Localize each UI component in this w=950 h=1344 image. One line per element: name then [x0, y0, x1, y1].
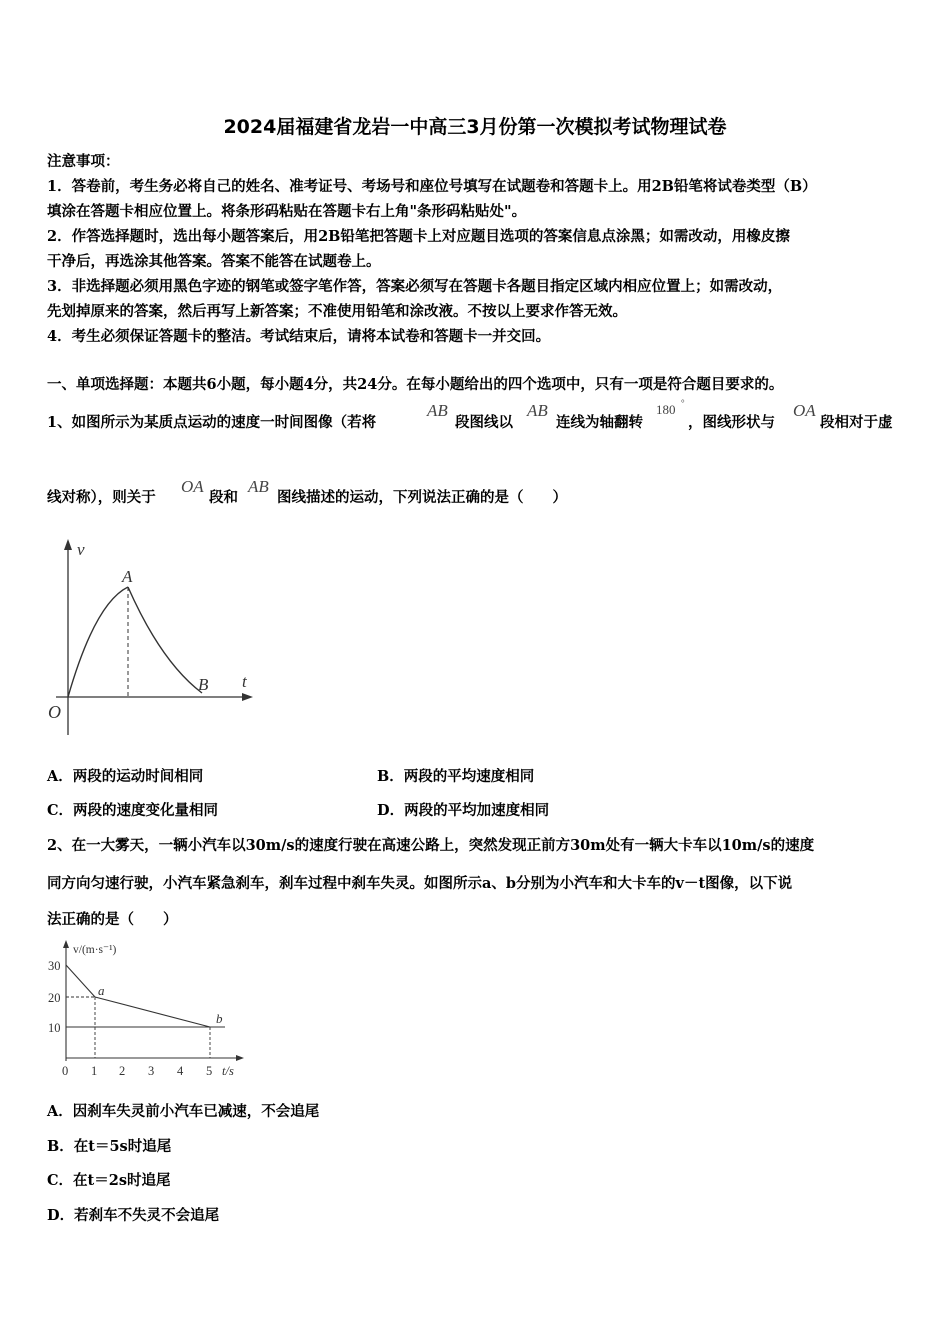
q2-xtick: 5 [206, 1064, 213, 1078]
q1-degree-mark: ° [681, 398, 685, 408]
q1-stem-part: 图线描述的运动，下列说法正确的是（ ） [277, 489, 567, 506]
notice-line: 4．考生必须保证答题卡的整洁。考试结束后，请将本试卷和答题卡一并交回。 [47, 328, 551, 345]
q2-xlabel: t/s [222, 1064, 234, 1078]
q1-t-arrow [242, 693, 253, 701]
q1-math-ab: AB [427, 401, 448, 420]
q2-option-d[interactable]: D．若刹车不失灵不会追尾 [47, 1207, 220, 1224]
q1-stem-part: ，图线形状与 [688, 414, 775, 431]
q1-math-180: 180 [656, 402, 676, 417]
q1-label-o: O [48, 702, 61, 722]
page-title: 2024届福建省龙岩一中高三3月份第一次模拟考试物理试卷 [223, 116, 727, 138]
q2-option-a[interactable]: A．因刹车失灵前小汽车已减速，不会追尾 [47, 1103, 320, 1120]
notice-line: 1．答卷前，考生务必将自己的姓名、准考证号、考场号和座位号填写在试题卷和答题卡上。用2B铅笔将试卷类型（B） [47, 178, 817, 195]
notice-line: 先划掉原来的答案，然后再写上新答案；不准使用铅笔和涂改液。不按以上要求作答无效。 [47, 303, 627, 320]
q1-stem-part: 线对称），则关于 [47, 489, 156, 506]
q2-xtick: 4 [177, 1064, 184, 1078]
q2-ytick: 10 [48, 1021, 61, 1035]
q1-label-a: A [122, 567, 133, 586]
q1-label-v: v [77, 540, 85, 559]
q1-option-d[interactable]: D．两段的平均加速度相同 [377, 802, 550, 819]
q1-math-ab: AB [527, 401, 548, 420]
notice-heading: 注意事项： [47, 153, 120, 170]
q2-xtick: 1 [91, 1064, 98, 1078]
q1-curve-ab [128, 587, 202, 693]
q1-option-b[interactable]: B．两段的平均速度相同 [377, 768, 535, 785]
q1-math-oa: OA [793, 401, 816, 420]
q1-stem-part: 段相对于虚 [820, 414, 893, 431]
q2-stem-line: 法正确的是（ ） [47, 911, 178, 928]
q2-label-b: b [216, 1011, 223, 1026]
q1-stem-part: 连线为轴翻转 [556, 414, 643, 431]
q1-vt-graph [40, 535, 270, 740]
notice-line: 3．非选择题必须用黑色字迹的钢笔或签字笔作答，答案必须写在答题卡各题目指定区域内相应位置上；如需改动， [47, 278, 783, 295]
q2-vt-graph [40, 937, 250, 1082]
q2-series-a-part2 [95, 997, 210, 1027]
notice-line: 2．作答选择题时，选出每小题答案后，用2B铅笔把答题卡上对应题目选项的答案信息点涂黑；如需改动，用橡皮擦 [47, 228, 790, 245]
q2-stem-line: 同方向匀速行驶，小汽车紧急刹车，刹车过程中刹车失灵。如图所示a、b分别为小汽车和大卡车的v－t图像，以下说 [47, 875, 793, 892]
notice-line: 干净后，再选涂其他答案。答案不能答在试题卷上。 [47, 253, 381, 270]
q1-v-arrow [64, 539, 72, 550]
q1-stem-part: 1、如图所示为某质点运动的速度一时间图像（若将 [47, 414, 377, 431]
section-heading: 一、单项选择题：本题共6小题，每小题4分，共24分。在每小题给出的四个选项中，只有一项是符合题目要求的。 [47, 376, 784, 393]
q2-v-arrow [63, 940, 69, 948]
q1-label-b: B [198, 675, 209, 694]
q1-option-a[interactable]: A．两段的运动时间相同 [47, 768, 204, 785]
q2-xtick: 0 [62, 1064, 69, 1078]
q2-ylabel: v/(m·s⁻¹) [73, 944, 117, 956]
q1-stem-part: 段图线以 [455, 414, 513, 431]
q1-curve-oa [68, 587, 128, 697]
q2-t-arrow [236, 1055, 244, 1061]
q2-label-a: a [98, 983, 105, 998]
q2-option-c[interactable]: C．在t＝2s时追尾 [47, 1172, 171, 1189]
q2-ytick: 20 [48, 991, 61, 1005]
q1-stem-part: 段和 [209, 489, 238, 506]
q2-xtick: 2 [119, 1064, 126, 1078]
q2-stem-line: 2、在一大雾天，一辆小汽车以30m/s的速度行驶在高速公路上，突然发现正前方30m处有一辆大卡车以10m/s的速度 [47, 837, 815, 854]
q2-xtick: 3 [148, 1064, 155, 1078]
q2-ytick: 30 [48, 959, 61, 973]
notice-line: 填涂在答题卡相应位置上。将条形码粘贴在答题卡右上角"条形码粘贴处"。 [47, 203, 527, 220]
q2-option-b[interactable]: B．在t＝5s时追尾 [47, 1138, 172, 1155]
q1-label-t: t [242, 672, 247, 691]
q1-math-ab: AB [248, 477, 269, 496]
q1-math-oa: OA [181, 477, 204, 496]
q1-option-c[interactable]: C．两段的速度变化量相同 [47, 802, 219, 819]
q2-series-a-part1 [66, 965, 95, 997]
